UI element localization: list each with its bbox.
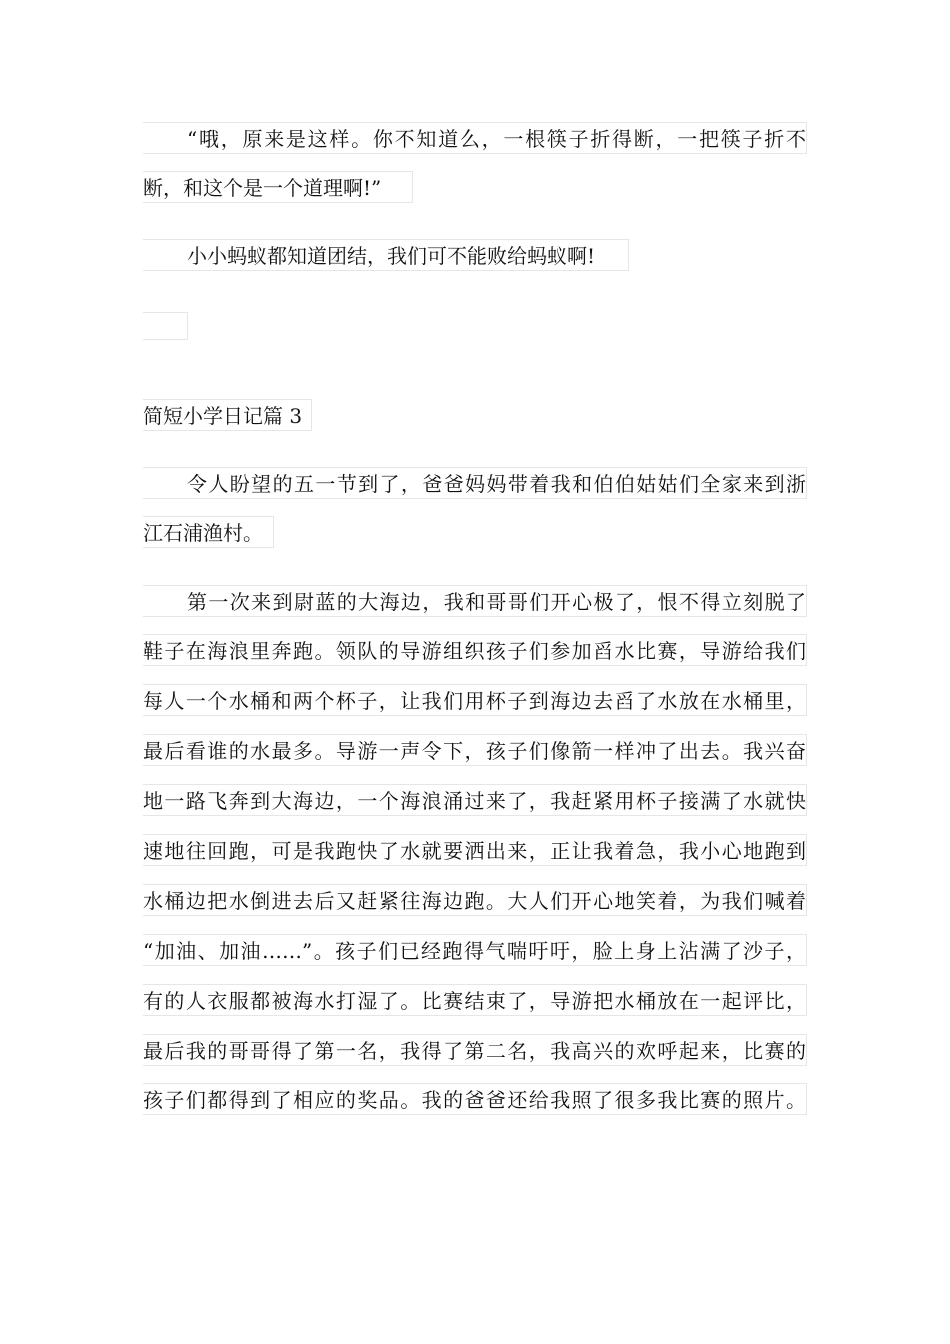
paragraph-4-line-2: 鞋子在海浪里奔跑。领队的导游组织孩子们参加舀水比赛，导游给我们 [143,634,807,666]
paragraph-4-line-9: 有的人衣服都被海水打湿了。比赛结束了，导游把水桶放在一起评比， [143,984,807,1016]
paragraph-4-line-11: 孩子们都得到了相应的奖品。我的爸爸还给我照了很多我比赛的照片。 [143,1083,807,1115]
paragraph-4-line-8: “加油、加油……”。孩子们已经跑得气喘吁吁，脸上身上沾满了沙子， [143,934,807,966]
paragraph-2-line-1: 小小蚂蚁都知道团结，我们可不能败给蚂蚁啊! [143,239,629,271]
paragraph-3-line-2: 江石浦渔村。 [143,516,274,548]
paragraph-1-line-1: “哦，原来是这样。你不知道么，一根筷子折得断，一把筷子折不 [143,122,807,154]
paragraph-4-line-1: 第一次来到尉蓝的大海边，我和哥哥们开心极了，恨不得立刻脱了 [143,585,807,617]
paragraph-1-line-2: 断，和这个是一个道理啊!” [143,171,413,203]
paragraph-4-line-7: 水桶边把水倒进去后又赶紧往海边跑。大人们开心地笑着，为我们喊着 [143,884,807,916]
paragraph-4-line-10: 最后我的哥哥得了第一名，我得了第二名，我高兴的欢呼起来，比赛的 [143,1034,807,1066]
paragraph-4-line-3: 每人一个水桶和两个杯子，让我们用杯子到海边去舀了水放在水桶里， [143,684,807,716]
paragraph-3-line-1: 令人盼望的五一节到了，爸爸妈妈带着我和伯伯姑姑们全家来到浙 [143,467,807,499]
paragraph-4-line-4: 最后看谁的水最多。导游一声令下，孩子们像箭一样冲了出去。我兴奋 [143,734,807,766]
empty-line-box [143,312,188,340]
paragraph-4-line-5: 地一路飞奔到大海边，一个海浪涌过来了，我赶紧用杯子接满了水就快 [143,784,807,816]
section-heading: 简短小学日记篇 3 [143,399,312,431]
paragraph-4-line-6: 速地往回跑，可是我跑快了水就要洒出来，正让我着急，我小心地跑到 [143,834,807,866]
